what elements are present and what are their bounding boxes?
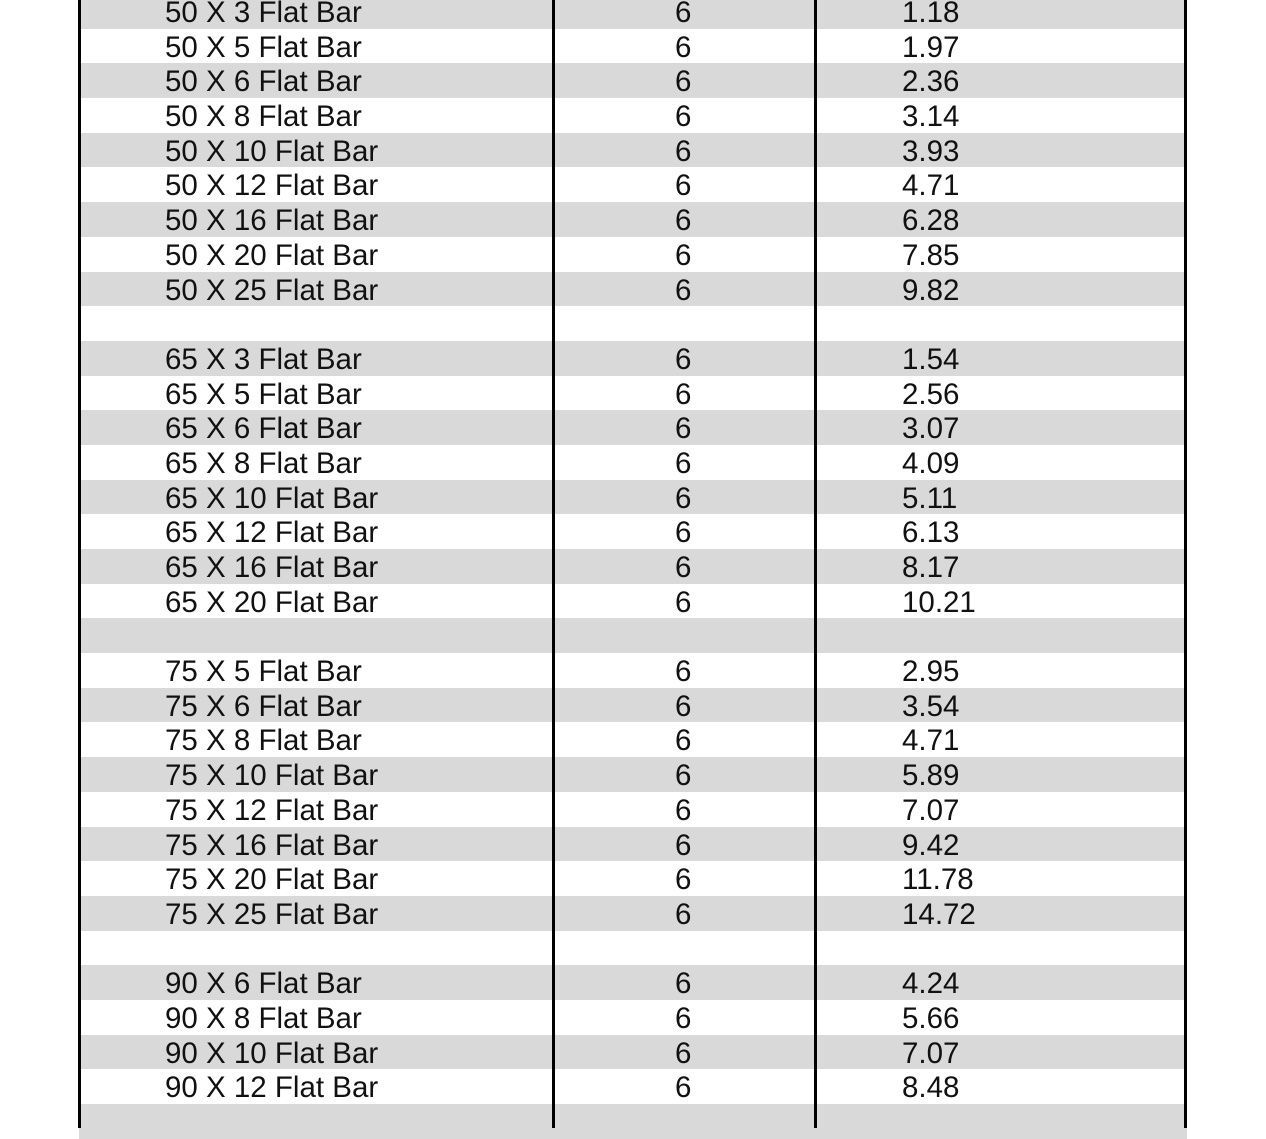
table-row bbox=[79, 341, 1187, 376]
cell-weight: 11.78 bbox=[902, 863, 974, 897]
cell-weight: 2.56 bbox=[902, 377, 960, 411]
cell-description: 65 X 16 Flat Bar bbox=[165, 551, 379, 584]
cell-length: 6 bbox=[675, 169, 692, 203]
cell-description: 90 X 8 Flat Bar bbox=[165, 1001, 362, 1035]
cell-description: 75 X 10 Flat Bar bbox=[165, 759, 379, 793]
cell-description: 50 X 16 Flat Bar bbox=[165, 204, 379, 238]
table-row bbox=[79, 861, 1187, 896]
cell-description: 50 X 8 Flat Bar bbox=[165, 100, 362, 134]
cell-length: 6 bbox=[675, 655, 692, 689]
table-row-spacer bbox=[79, 618, 1187, 653]
cell-length: 6 bbox=[675, 412, 692, 446]
cell-length: 6 bbox=[675, 30, 692, 64]
cell-length: 6 bbox=[675, 724, 692, 758]
cell-weight: 5.66 bbox=[902, 1001, 960, 1035]
cell-description: 90 X 6 Flat Bar bbox=[165, 967, 362, 1001]
cell-weight: 8.17 bbox=[902, 551, 960, 584]
cell-length: 6 bbox=[675, 0, 692, 29]
cell-weight: 9.82 bbox=[902, 273, 960, 307]
cell-weight: 4.71 bbox=[902, 169, 960, 203]
cell-description: 50 X 25 Flat Bar bbox=[165, 273, 379, 307]
cell-description: 75 X 20 Flat Bar bbox=[165, 863, 379, 897]
table-row bbox=[79, 480, 1187, 515]
cell-length: 6 bbox=[675, 585, 692, 619]
cell-length: 6 bbox=[675, 897, 692, 931]
cell-weight: 5.11 bbox=[902, 481, 958, 515]
cell-length: 6 bbox=[675, 100, 692, 134]
cell-description: 75 X 6 Flat Bar bbox=[165, 689, 362, 723]
table-row bbox=[79, 827, 1187, 862]
table-row bbox=[79, 1069, 1187, 1104]
table-row bbox=[79, 965, 1187, 1000]
cell-length: 6 bbox=[675, 65, 692, 99]
cell-length: 6 bbox=[675, 1036, 692, 1070]
cell-description: 65 X 5 Flat Bar bbox=[165, 377, 362, 411]
cell-weight: 7.85 bbox=[902, 238, 960, 272]
table-row bbox=[79, 896, 1187, 931]
cell-weight: 1.97 bbox=[902, 30, 960, 64]
cell-weight: 3.93 bbox=[902, 134, 960, 168]
cell-description: 50 X 10 Flat Bar bbox=[165, 134, 379, 168]
cell-weight: 1.54 bbox=[902, 342, 960, 376]
cell-weight: 6.28 bbox=[902, 204, 960, 238]
cell-length: 6 bbox=[675, 551, 692, 584]
cell-description: 90 X 10 Flat Bar bbox=[165, 1036, 379, 1070]
cell-weight: 2.95 bbox=[902, 655, 960, 689]
cell-length: 6 bbox=[675, 828, 692, 862]
table-row bbox=[79, 29, 1187, 64]
cell-weight: 10.21 bbox=[902, 585, 976, 619]
cell-description: 50 X 3 Flat Bar bbox=[165, 0, 362, 29]
cell-description: 50 X 6 Flat Bar bbox=[165, 65, 362, 99]
cell-description: 75 X 8 Flat Bar bbox=[165, 724, 362, 758]
cell-description: 50 X 12 Flat Bar bbox=[165, 169, 379, 203]
cell-weight: 1.18 bbox=[902, 0, 960, 29]
table-row bbox=[79, 133, 1187, 168]
table-row bbox=[79, 410, 1187, 445]
cell-weight: 3.07 bbox=[902, 412, 960, 446]
cell-weight: 4.71 bbox=[902, 724, 960, 758]
table-left-border bbox=[78, 0, 81, 1128]
cell-weight: 4.24 bbox=[902, 967, 960, 1001]
table-row bbox=[79, 722, 1187, 757]
cell-description: 75 X 5 Flat Bar bbox=[165, 655, 362, 689]
table-row bbox=[79, 549, 1187, 584]
cell-description: 65 X 12 Flat Bar bbox=[165, 516, 379, 550]
cell-description: 50 X 20 Flat Bar bbox=[165, 238, 379, 272]
cell-length: 6 bbox=[675, 759, 692, 793]
flat-bar-table bbox=[79, 0, 1187, 1139]
cell-weight: 9.42 bbox=[902, 828, 960, 862]
cell-weight: 2.36 bbox=[902, 65, 960, 99]
table-row bbox=[79, 167, 1187, 202]
cell-description: 65 X 6 Flat Bar bbox=[165, 412, 362, 446]
cell-length: 6 bbox=[675, 793, 692, 827]
table-row bbox=[79, 514, 1187, 549]
cell-description: 75 X 25 Flat Bar bbox=[165, 897, 379, 931]
table-row bbox=[79, 445, 1187, 480]
cell-description: 65 X 20 Flat Bar bbox=[165, 585, 379, 619]
cell-weight: 6.13 bbox=[902, 516, 960, 550]
cell-weight: 5.89 bbox=[902, 759, 960, 793]
table-row bbox=[79, 1000, 1187, 1035]
cell-weight: 7.07 bbox=[902, 1036, 960, 1070]
cell-weight: 8.48 bbox=[902, 1071, 960, 1105]
table-row bbox=[79, 584, 1187, 619]
cell-weight: 3.54 bbox=[902, 689, 960, 723]
cell-length: 6 bbox=[675, 446, 692, 480]
cell-length: 6 bbox=[675, 1001, 692, 1035]
table-row bbox=[79, 1035, 1187, 1070]
column-divider-description-length bbox=[552, 0, 555, 1128]
table-row bbox=[79, 688, 1187, 723]
cell-length: 6 bbox=[675, 1071, 692, 1105]
table-row bbox=[79, 272, 1187, 307]
cell-weight: 3.14 bbox=[902, 100, 960, 134]
cell-description: 90 X 12 Flat Bar bbox=[165, 1071, 379, 1105]
table-row bbox=[79, 653, 1187, 688]
cell-description: 65 X 3 Flat Bar bbox=[165, 342, 362, 376]
table-row bbox=[79, 98, 1187, 133]
cell-length: 6 bbox=[675, 238, 692, 272]
table-row bbox=[79, 376, 1187, 411]
cell-length: 6 bbox=[675, 134, 692, 168]
table-row bbox=[79, 792, 1187, 827]
cell-length: 6 bbox=[675, 273, 692, 307]
cell-weight: 14.72 bbox=[902, 897, 976, 931]
cell-weight: 4.09 bbox=[902, 446, 960, 480]
table-row-spacer bbox=[79, 306, 1187, 341]
table-row bbox=[79, 757, 1187, 792]
cell-description: 50 X 5 Flat Bar bbox=[165, 30, 362, 64]
cell-length: 6 bbox=[675, 967, 692, 1001]
cell-description: 65 X 8 Flat Bar bbox=[165, 446, 362, 480]
table-row-spacer bbox=[79, 931, 1187, 966]
cell-description: 65 X 10 Flat Bar bbox=[165, 481, 379, 515]
table-row bbox=[79, 0, 1187, 29]
table-row bbox=[79, 237, 1187, 272]
cell-length: 6 bbox=[675, 481, 692, 515]
cell-length: 6 bbox=[675, 377, 692, 411]
cell-length: 6 bbox=[675, 689, 692, 723]
cell-description: 75 X 12 Flat Bar bbox=[165, 793, 379, 827]
table-row-spacer bbox=[79, 1104, 1187, 1139]
table-row bbox=[79, 63, 1187, 98]
cell-length: 6 bbox=[675, 863, 692, 897]
cell-weight: 7.07 bbox=[902, 793, 960, 827]
cell-description: 75 X 16 Flat Bar bbox=[165, 828, 379, 862]
column-divider-length-weight bbox=[814, 0, 817, 1128]
table-row bbox=[79, 202, 1187, 237]
cell-length: 6 bbox=[675, 516, 692, 550]
table-right-border bbox=[1184, 0, 1187, 1128]
cell-length: 6 bbox=[675, 342, 692, 376]
cell-length: 6 bbox=[675, 204, 692, 238]
